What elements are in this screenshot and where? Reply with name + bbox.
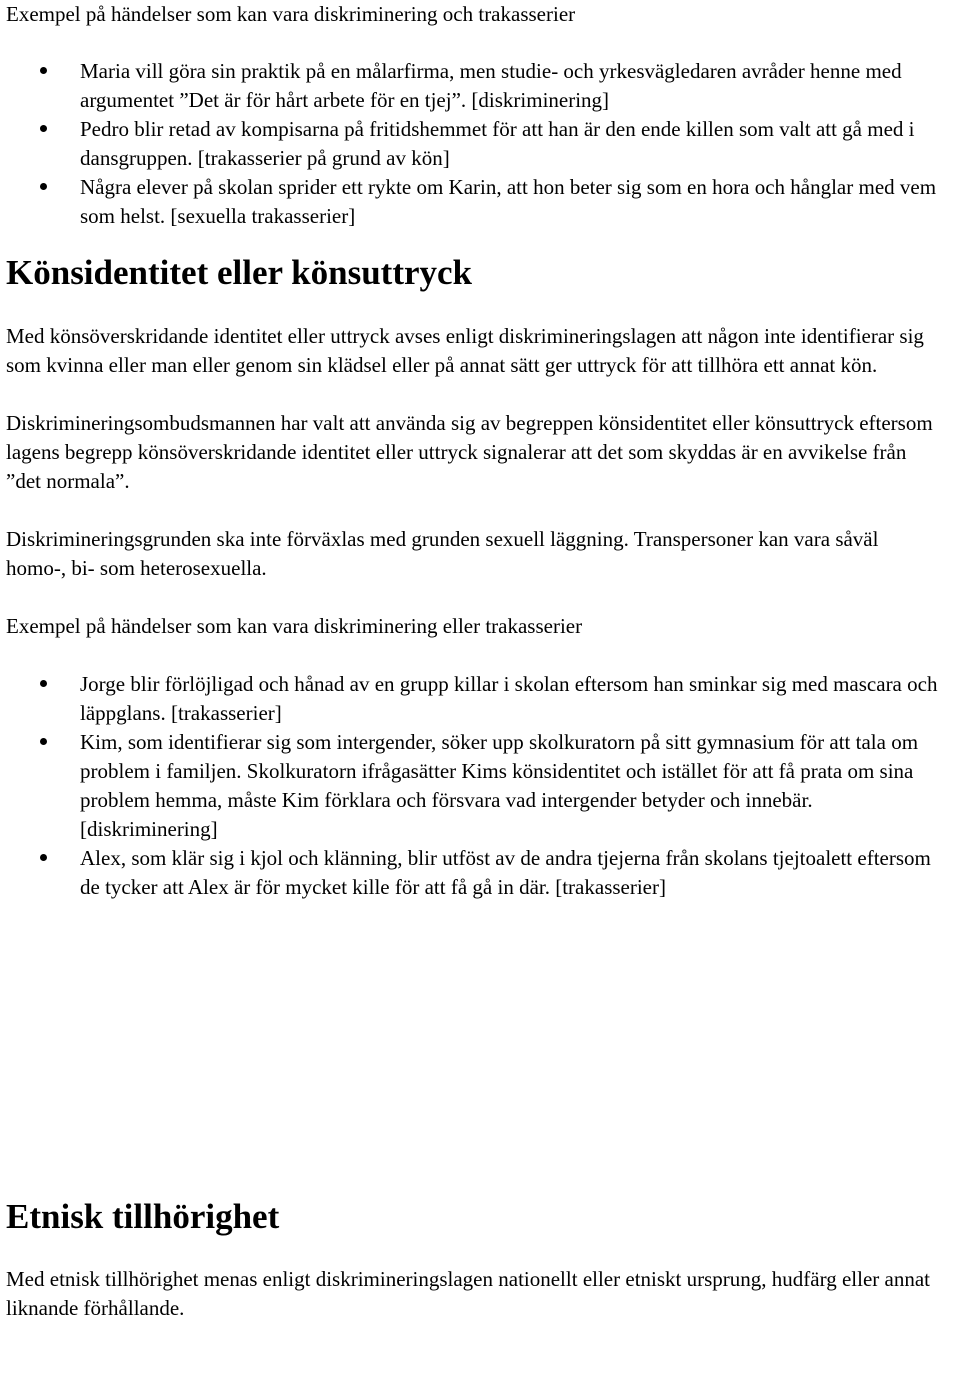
heading-gender-identity: Könsidentitet eller könsuttryck: [6, 253, 473, 292]
example-text: Jorge blir förlöjligad och hånad av en grupp killar i skolan eftersom han sminkar sig med mascara och läppglans. [trakasserier]: [80, 672, 938, 725]
bullet-icon: [40, 680, 47, 687]
example-text: Kim, som identifierar sig som intergender, söker upp skolkuratorn på sitt gymnasium för att tala om problem i familjen. Skolkuratorn ifrågasätter Kims könsidentitet och istället för att få prata om sina problem hemma, måste Kim förklara och försvara vad intergender betyder och innebär. [diskriminering]: [80, 730, 919, 841]
list-item: [0, 57, 960, 115]
list-item: [0, 173, 960, 231]
bullet-icon: [40, 67, 47, 74]
list-item: [0, 670, 960, 728]
bullet-icon: [40, 125, 47, 132]
bullet-icon: [40, 854, 47, 861]
example-text: Några elever på skolan sprider ett rykte om Karin, att hon beter sig som en hora och hånglar med vem som helst. [sexuella trakasserier]: [80, 175, 937, 228]
examples-intro-sex: Exempel på händelser som kan vara diskriminering och trakasserier: [6, 2, 576, 26]
example-text: Pedro blir retad av kompisarna på fritidshemmet för att han är den ende killen som valt att gå med i dansgruppen. [trakasserier på grund av kön]: [80, 117, 915, 170]
bullet-icon: [40, 183, 47, 190]
examples-list-sex: [0, 57, 960, 231]
example-text: Maria vill göra sin praktik på en målarfirma, men studie- och yrkesvägledaren avråder henne med argumentet ”Det är för hårt arbete för en tjej”. [diskriminering]: [80, 59, 902, 112]
paragraph-do-terms: Diskrimineringsombudsmannen har valt att använda sig av begreppen könsidentitet eller könsuttryck eftersom lagens begrepp könsöverskridande identitet eller uttryck signalerar att det som skyddas är en avvikelse från ”det normala”.: [6, 411, 933, 493]
list-item: [0, 115, 960, 173]
paragraph-not-confused: Diskrimineringsgrunden ska inte förväxlas med grunden sexuell läggning. Transpersoner kan vara såväl homo-, bi- som heterosexuella.: [6, 527, 879, 580]
examples-intro-gender-identity: Exempel på händelser som kan vara diskriminering eller trakasserier: [6, 614, 583, 638]
example-text: Alex, som klär sig i kjol och klänning, blir utföst av de andra tjejerna från skolans tjejtoalett eftersom de tycker att Alex är för mycket kille för att få gå in där. [trakasserier]: [80, 846, 931, 899]
list-item: [0, 728, 960, 844]
paragraph-definition: Med könsöverskridande identitet eller uttryck avses enligt diskrimineringslagen att någon inte identifierar sig som kvinna eller man eller genom sin klädsel eller på annat sätt ger uttryck för att tillhöra ett annat kön.: [6, 324, 924, 377]
bullet-icon: [40, 738, 47, 745]
list-item: [0, 844, 960, 902]
paragraph-ethnicity-definition: Med etnisk tillhörighet menas enligt diskrimineringslagen nationellt eller etniskt ursprung, hudfärg eller annat liknande förhållande.: [6, 1267, 930, 1320]
examples-list-gender-identity: [0, 670, 960, 902]
heading-ethnicity: Etnisk tillhörighet: [6, 1197, 280, 1236]
